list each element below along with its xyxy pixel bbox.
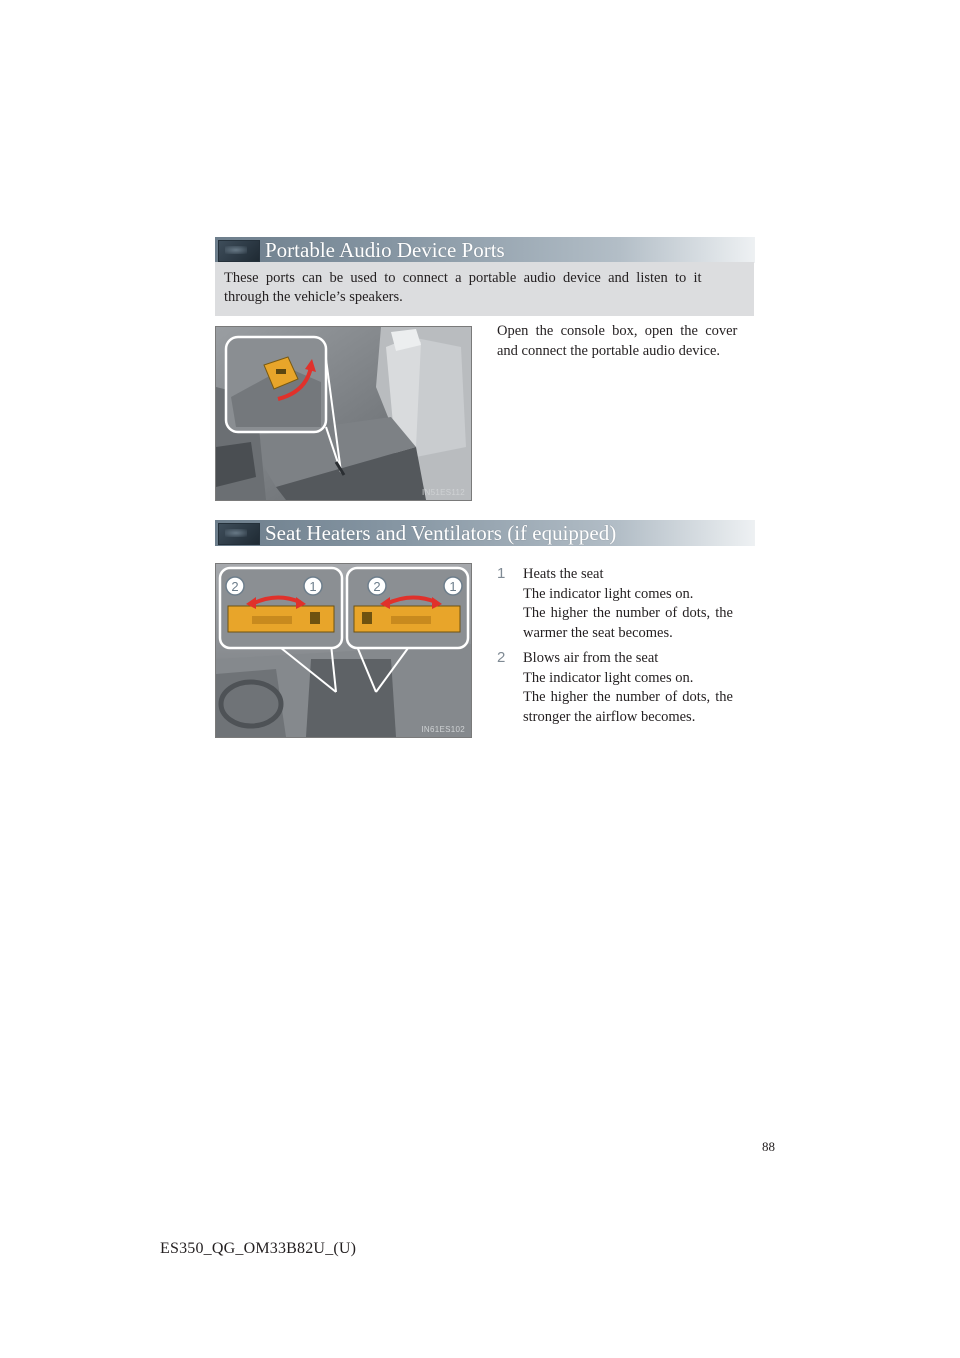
section-title-seat: Seat Heaters and Ventilators (if equipped) [265, 521, 617, 545]
console-illustration [216, 327, 471, 500]
callout-label: 2 [231, 579, 239, 594]
intro-line-1: These ports can be used to connect a portable audio device and listen to it [224, 270, 702, 286]
item-line: The higher the number of dots, the [523, 689, 733, 705]
section-header-audio [215, 237, 755, 263]
item-number: 1 [497, 565, 506, 582]
callout-label: 1 [309, 579, 317, 594]
page-number: 88 [762, 1139, 775, 1154]
figure-code: IN61ES102 [421, 725, 465, 734]
item-line: The higher the number of dots, the [523, 605, 733, 621]
intro-line-2: through the vehicle’s speakers. [224, 289, 403, 305]
item-line: stronger the airflow becomes. [523, 708, 696, 725]
item-line: The indicator light comes on. [523, 585, 694, 602]
item-line: The indicator light comes on. [523, 669, 694, 686]
figure-code: IN51ES112 [421, 488, 465, 497]
audio-body-line-2: and connect the portable audio device. [497, 342, 721, 359]
audio-body-text [497, 322, 755, 361]
figure-seat-controls [215, 563, 472, 738]
callout-label: 1 [449, 579, 457, 594]
header-block-icon [218, 523, 260, 545]
item-line: warmer the seat becomes. [523, 624, 673, 641]
callout-label: 2 [373, 579, 381, 594]
section-title-audio: Portable Audio Device Ports [265, 238, 505, 262]
audio-body-line-1: Open the console box, open the cover [497, 323, 738, 339]
header-block-icon [218, 240, 260, 262]
list-item [497, 649, 755, 729]
seat-controls-illustration [216, 564, 471, 737]
footer-code: ES350_QG_OM33B82U_(U) [160, 1240, 357, 1257]
intro-box-audio [215, 262, 754, 316]
section-header-seat [215, 520, 755, 546]
item-line: Blows air from the seat [523, 650, 659, 666]
figure-console-box [215, 326, 472, 501]
item-line: Heats the seat [523, 566, 604, 582]
item-number: 2 [497, 649, 506, 666]
list-item [497, 565, 755, 645]
